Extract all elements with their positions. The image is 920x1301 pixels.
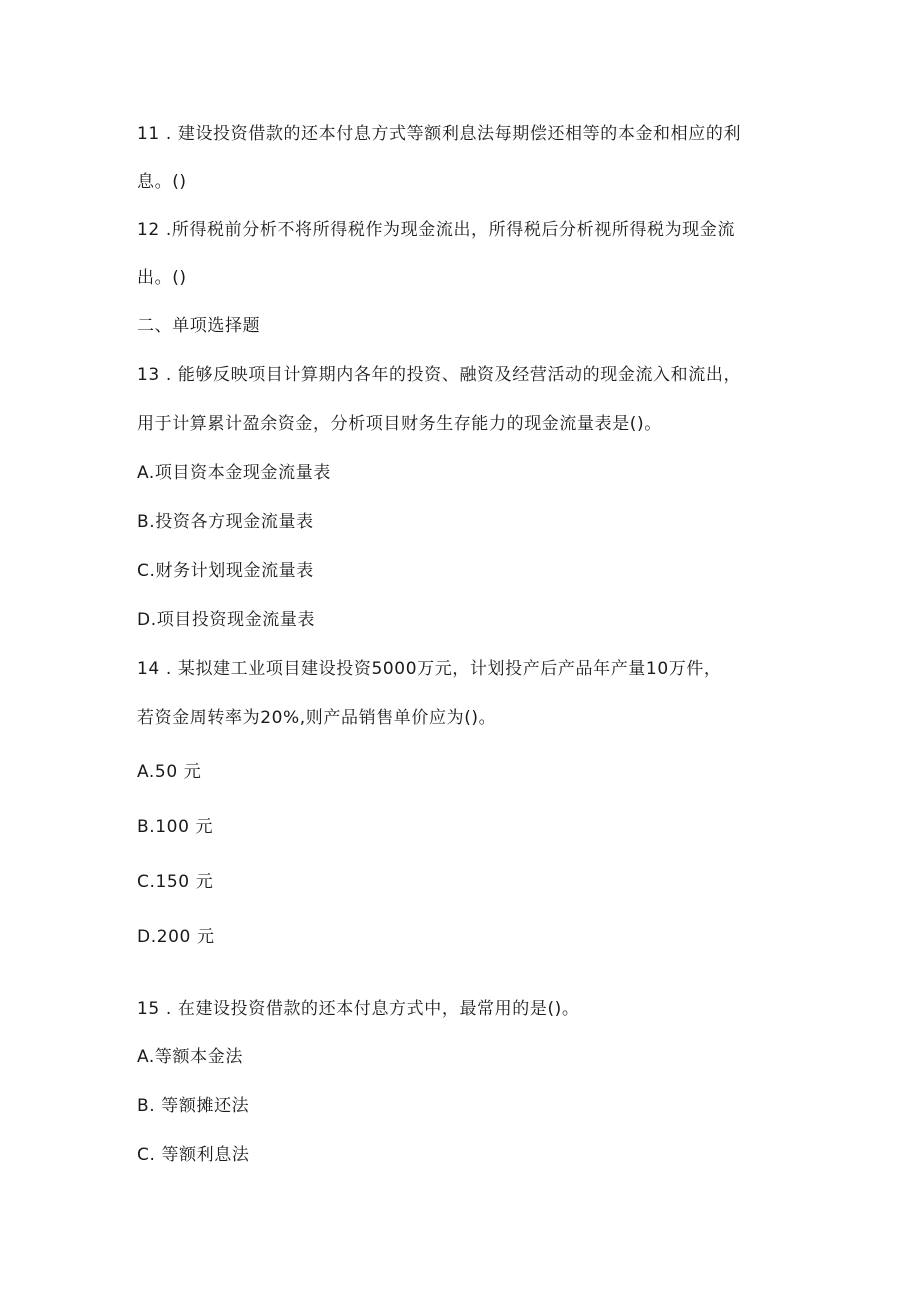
- question-13-option-a: A.项目资本金现金流量表: [137, 463, 331, 483]
- question-13-option-b: B.投资各方现金流量表: [137, 512, 314, 532]
- question-14-option-b: B.100 元: [137, 817, 214, 837]
- question-14-line-1: 14 . 某拟建工业项目建设投资5000万元，计划投产后产品年产量10万件，: [137, 659, 722, 679]
- question-11-line-2: 息。(): [137, 172, 187, 192]
- question-14-line-2: 若资金周转率为20%,则产品销售单价应为()。: [137, 708, 497, 728]
- question-15-option-b: B. 等额摊还法: [137, 1096, 250, 1116]
- question-14-option-d: D.200 元: [137, 927, 215, 947]
- question-12-line-1: 12 .所得税前分析不将所得税作为现金流出，所得税后分析视所得税为现金流: [137, 220, 736, 240]
- section-title: 二、单项选择题: [137, 316, 261, 336]
- question-13-option-d: D.项目投资现金流量表: [137, 610, 316, 630]
- question-15-option-c: C. 等额利息法: [137, 1145, 250, 1165]
- question-14-option-c: C.150 元: [137, 872, 214, 892]
- question-15-option-a: A.等额本金法: [137, 1047, 243, 1067]
- question-13-line-1: 13 . 能够反映项目计算期内各年的投资、融资及经营活动的现金流入和流出，: [137, 365, 742, 385]
- question-13-option-c: C.财务计划现金流量表: [137, 561, 314, 581]
- question-15-line-1: 15 . 在建设投资借款的还本付息方式中，最常用的是()。: [137, 999, 580, 1019]
- question-12-line-2: 出。(): [137, 268, 187, 288]
- question-14-option-a: A.50 元: [137, 762, 202, 782]
- question-11-line-1: 11 . 建设投资借款的还本付息方式等额利息法每期偿还相等的本金和相应的利: [137, 124, 742, 144]
- question-13-line-2: 用于计算累计盈余资金，分析项目财务生存能力的现金流量表是()。: [137, 414, 662, 434]
